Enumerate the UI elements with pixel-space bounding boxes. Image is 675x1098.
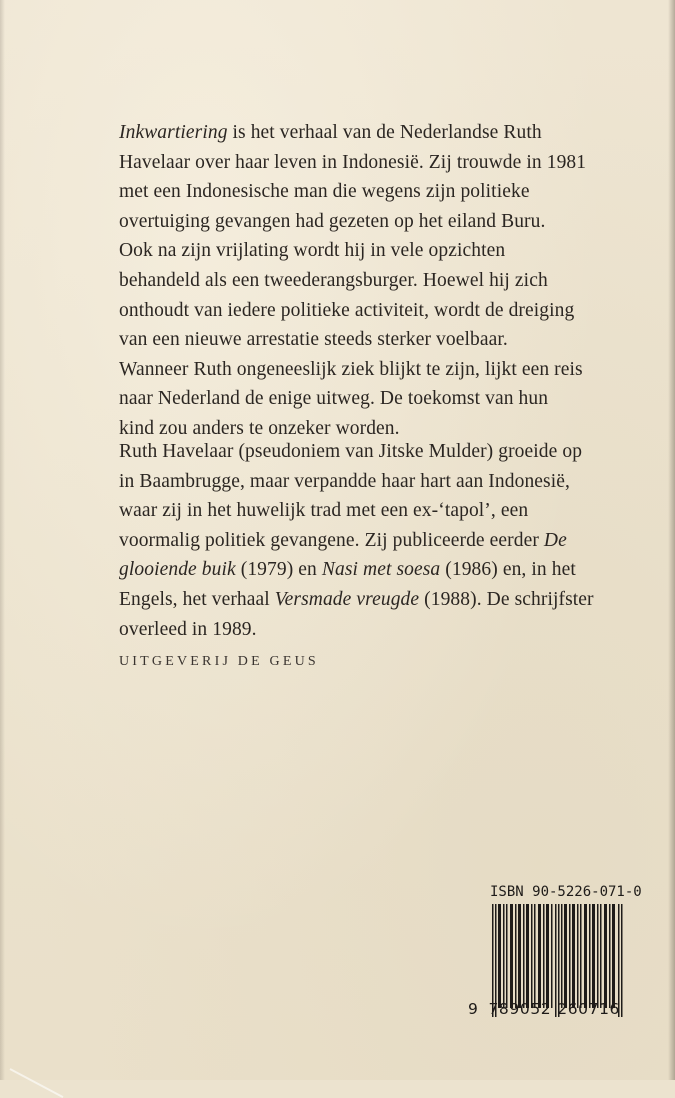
- book-title: glooiende buik: [119, 559, 236, 581]
- cover-crease-mark: [10, 1068, 64, 1098]
- bio-line: Engels, het verhaal Versmade vreugde (1988). De schrijfster: [119, 588, 594, 610]
- blurb-line: met een Indonesische man die wegens zijn politieke: [119, 181, 530, 203]
- blurb-line: Havelaar over haar leven in Indonesië. Zij trouwde in 1981: [119, 151, 587, 173]
- isbn-label: ISBN 90-5226-071-0: [490, 884, 642, 900]
- bio-line: Ruth Havelaar (pseudoniem van Jitske Mulder) groeide op: [119, 441, 583, 462]
- bio-line: glooiende buik (1979) en Nasi met soesa (1986) en, in het: [119, 559, 576, 581]
- bio-line: voormalig politiek gevangene. Zij publiceerde eerder De: [119, 529, 567, 551]
- ean-number: 9 789052 260716: [468, 1000, 621, 1018]
- blurb-line: Ook na zijn vrijlating wordt hij in vele opzichten: [119, 240, 506, 262]
- author-bio-paragraph: [119, 437, 594, 644]
- book-title: Inkwartiering: [119, 122, 228, 143]
- blurb-line: kind zou anders te onzeker worden.: [119, 417, 400, 439]
- book-title: Versmade vreugde: [274, 588, 420, 610]
- publisher-name: UITGEVERIJ DE GEUS: [119, 654, 319, 669]
- blurb-line: overtuiging gevangen had gezeten op het eiland Buru.: [119, 210, 546, 232]
- book-title: Nasi met soesa: [321, 559, 441, 581]
- blurb-line: onthoudt van iedere politieke activiteit, wordt de dreiging: [119, 299, 575, 321]
- bio-line: in Baambrugge, maar verpandde haar hart aan Indonesië,: [119, 470, 570, 492]
- cover-right-edge-shadow: [668, 0, 675, 1080]
- blurb-line: naar Nederland de enige uitweg. De toekomst van hun: [119, 388, 549, 410]
- blurb-line: van een nieuwe arrestatie steeds sterker voelbaar.: [119, 329, 508, 351]
- blurb-paragraph: [119, 118, 587, 444]
- isbn-block: [478, 884, 642, 1017]
- bio-line: waar zij in het huwelijk trad met een ex-‘tapol’, een: [119, 500, 529, 522]
- book-title: De: [543, 529, 567, 551]
- blurb-line: behandeld als een tweederangsburger. Hoewel hij zich: [119, 269, 548, 291]
- blurb-line: Inkwartiering is het verhaal van de Nederlandse Ruth: [119, 122, 542, 143]
- bio-line: overleed in 1989.: [119, 618, 257, 640]
- blurb-line: Wanneer Ruth ongeneeslijk ziek blijkt te zijn, lijkt een reis: [119, 358, 583, 380]
- cover-left-edge-shadow: [0, 0, 5, 1080]
